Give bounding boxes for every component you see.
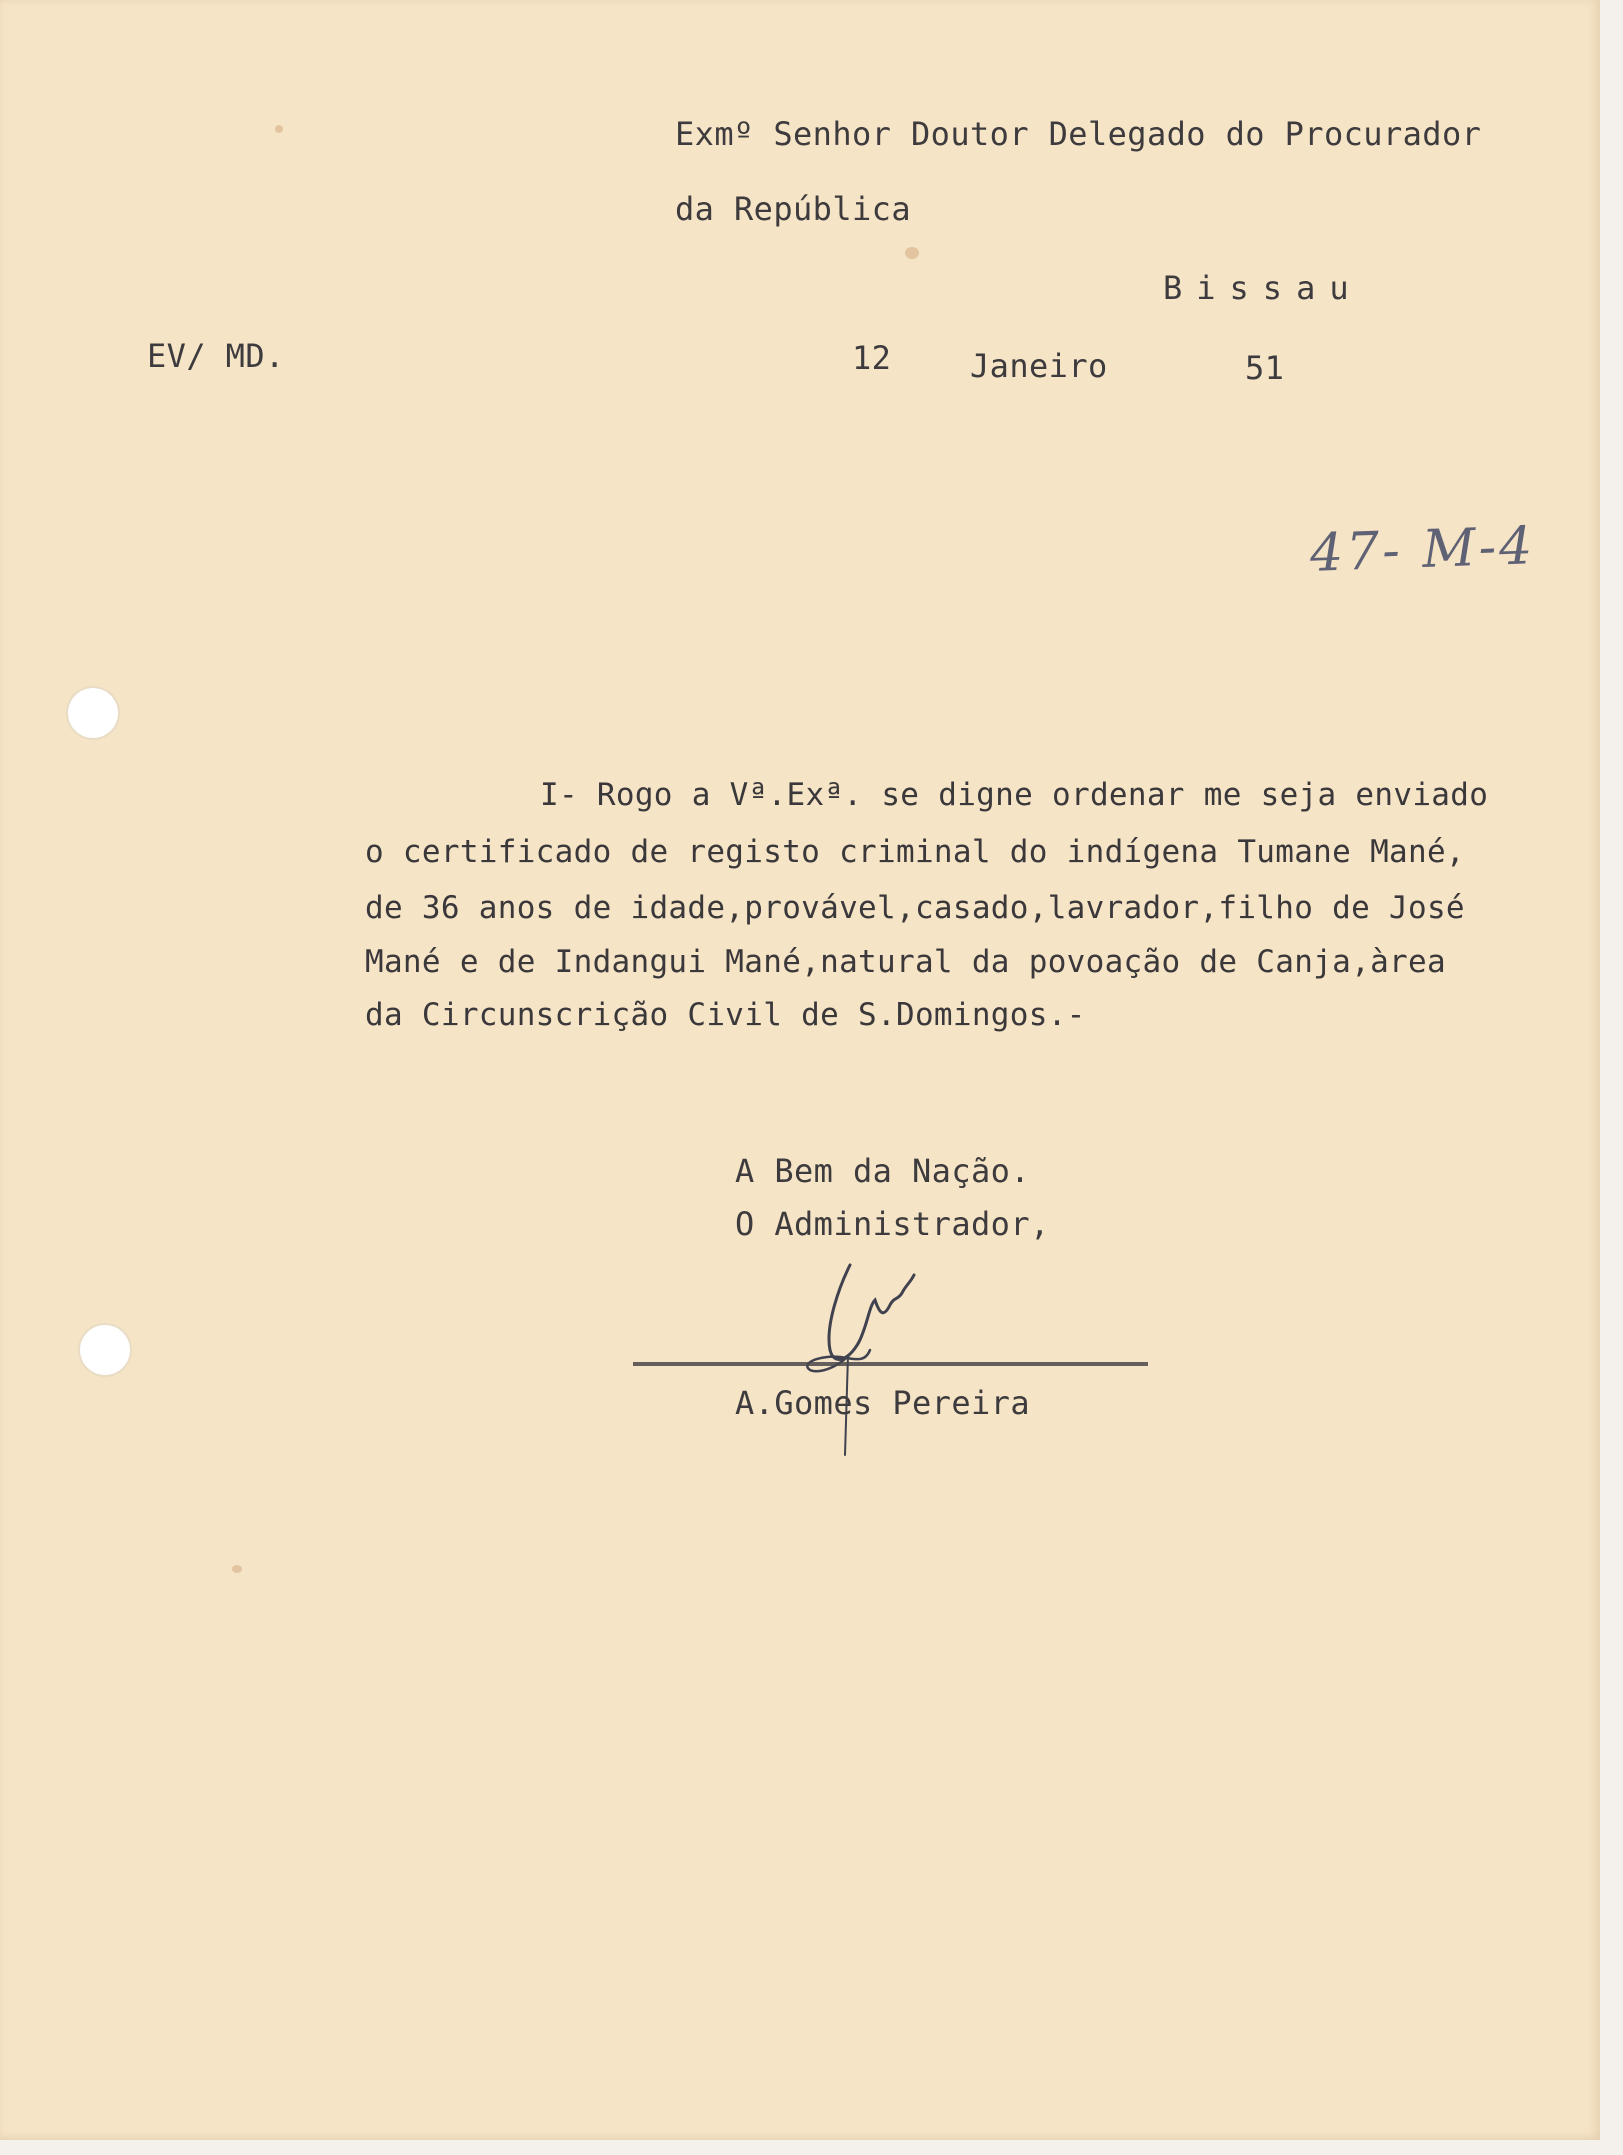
punch-hole-top — [68, 688, 118, 738]
city: Bissau — [1163, 269, 1363, 307]
punch-hole-bottom — [80, 1325, 130, 1375]
date-month: Janeiro — [970, 347, 1108, 385]
body-line-5: da Circunscrição Civil de S.Domingos.- — [365, 997, 1086, 1033]
reference-code: EV/ MD. — [147, 337, 285, 375]
body-line-2: o certificado de registo criminal do indígena Tumane Mané, — [365, 834, 1465, 870]
paper-stain — [275, 125, 283, 133]
signatory-title: O Administrador, — [735, 1205, 1050, 1243]
body-line-4: Mané e de Indangui Mané,natural da povoação de Canja,àrea — [365, 944, 1446, 980]
signatory-name: A.Gomes Pereira — [735, 1384, 1030, 1422]
addressee-line-2: da República — [675, 190, 911, 228]
date-year: 51 — [1245, 349, 1285, 387]
signature-line — [633, 1362, 1148, 1366]
body-line-3: de 36 anos de idade,provável,casado,lavrador,filho de José — [365, 890, 1465, 926]
body-line-1: I- Rogo a Vª.Exª. se digne ordenar me seja enviado — [540, 777, 1489, 813]
addressee-line-1: Exmº Senhor Doutor Delegado do Procurador — [675, 115, 1482, 153]
handwritten-archive-note: 47- M-4 — [1309, 516, 1537, 584]
handwritten-signature — [780, 1245, 960, 1465]
paper-stain — [232, 1565, 242, 1573]
date-day: 12 — [852, 339, 892, 377]
paper-stain — [905, 247, 919, 259]
closing-salutation: A Bem da Nação. — [735, 1152, 1030, 1190]
